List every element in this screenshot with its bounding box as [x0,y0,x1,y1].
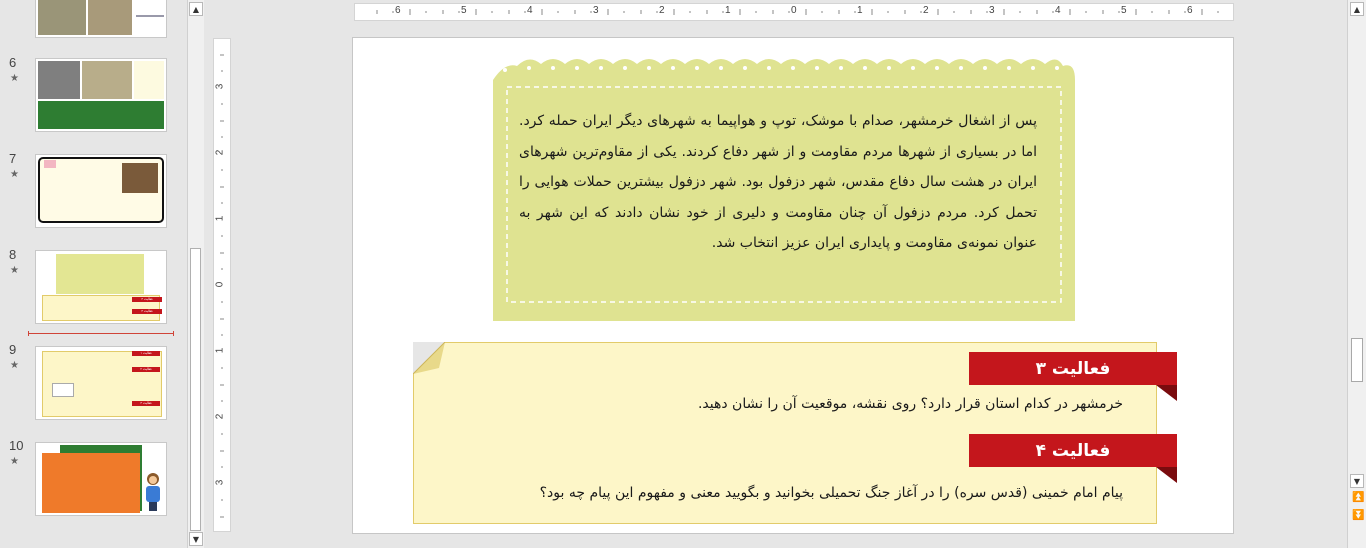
activity-3-title: فعالیت ۳ [1035,358,1111,379]
ruler-label: 1 [214,215,226,222]
previous-slide-icon[interactable]: ⏫ [1352,492,1365,503]
slide-number-8: 8 [9,247,17,262]
ruler-label: 3 [214,83,226,90]
scroll-up-button[interactable]: ▲ [1350,2,1364,16]
paragraph-text[interactable]: پس از اشغال خرمشهر، صدام با موشک، توپ و هواپیما به شهرهای دیگر ایران حمله کرد. اما در بسیاری از شهرها مردم مقاومت و از شهر دفاع کردند. یکی از مقاوم‌ترین شهرهای ایران در هشت سال دفاع مقدس، شهر دزفول بود. شهر دزفول بیشترین حملات هوایی را تحمل کرد. مردم دزفول آن چنان مقاومت و دلیری از خود نشان دادند که این شهر به عنوان نمونه‌ی مقاومت و پایداری ایران عزیز انتخاب شد. [519,113,1037,251]
thumb-portrait [122,163,158,193]
activity-3-question[interactable]: خرمشهر در کدام استان قرار دارد؟ روی نقشه، موقعیت آن را نشان دهید. [697,396,1123,412]
activity-3-ribbon [969,352,1177,385]
text-card[interactable] [493,52,1075,321]
thumb-photo [82,61,132,99]
scroll-down-button[interactable]: ▼ [1350,474,1364,488]
activity-4-ribbon [969,434,1177,467]
slide-editor [204,0,1346,548]
slide-thumbnail-8[interactable]: فعالیت ۳ فعالیت ۴ [35,250,167,324]
vertical-ruler [213,38,231,532]
ruler-label: 5 [461,5,467,16]
ribbon-fold [1156,385,1177,401]
slide-insertion-marker [28,333,174,334]
ruler-label: 4 [1055,5,1061,16]
slide-number-6: 6 [9,55,17,70]
ruler-label: 0 [214,281,226,288]
activity-4-title: فعالیت ۴ [1035,440,1111,461]
horizontal-ruler [354,3,1234,21]
slide-animation-star: ★ [10,73,19,84]
slide-number-10: 10 [9,438,24,453]
scroll-thumb[interactable] [190,248,201,531]
ribbon-fold [1156,467,1177,483]
slide-thumbnail-5[interactable] [35,0,167,38]
slide-thumbnail-6[interactable] [35,58,167,132]
thumb-photo [88,0,132,35]
thumb-photo [38,0,86,35]
slide-animation-star: ★ [10,265,19,276]
ruler-label: 1 [214,347,226,354]
scroll-up-button[interactable]: ▲ [189,2,203,16]
slide-thumbnail-10[interactable] [35,442,167,516]
ruler-label: 5 [1121,5,1127,16]
slide-animation-star: ★ [10,456,19,467]
ruler-label: 2 [214,413,226,420]
slide-animation-star: ★ [10,360,19,371]
slide-thumbnail-9[interactable]: فعالیت ۱ فعالیت ۲ فعالیت ۳ [35,346,167,420]
slide-number-9: 9 [9,342,17,357]
ruler-label: 6 [1187,5,1193,16]
scroll-down-button[interactable]: ▼ [189,532,203,546]
page-fold-corner [413,342,445,374]
ruler-label: 3 [593,5,599,16]
thumb-photo [38,61,80,99]
ruler-label: 4 [527,5,533,16]
thumbnail-scrollbar[interactable] [187,0,204,548]
ruler-label: 3 [989,5,995,16]
ruler-label: 1 [725,5,731,16]
ruler-label: 1 [857,5,863,16]
slide-thumbnail-7[interactable] [35,154,167,228]
slide-canvas[interactable] [352,37,1234,534]
ruler-label: 2 [923,5,929,16]
activity-4-question[interactable]: پیام امام خمینی (قدس سره) را در آغاز جنگ تحمیلی بخوانید و بگویید معنی و مفهوم این پیام چه بود؟ [539,485,1123,501]
slide-animation-star: ★ [10,169,19,180]
slide-number-7: 7 [9,151,17,166]
scroll-thumb[interactable] [1351,338,1363,382]
ruler-label: 2 [659,5,665,16]
editor-scrollbar[interactable] [1347,0,1366,548]
thumb-green-panel [38,101,164,129]
slide-thumbnail-pane [0,0,186,548]
thumb-character-illustration [144,473,162,513]
ruler-label: 0 [791,5,797,16]
ruler-label: 2 [214,149,226,156]
ruler-label: 6 [395,5,401,16]
next-slide-icon[interactable]: ⏬ [1352,510,1365,521]
ruler-label: 3 [214,479,226,486]
